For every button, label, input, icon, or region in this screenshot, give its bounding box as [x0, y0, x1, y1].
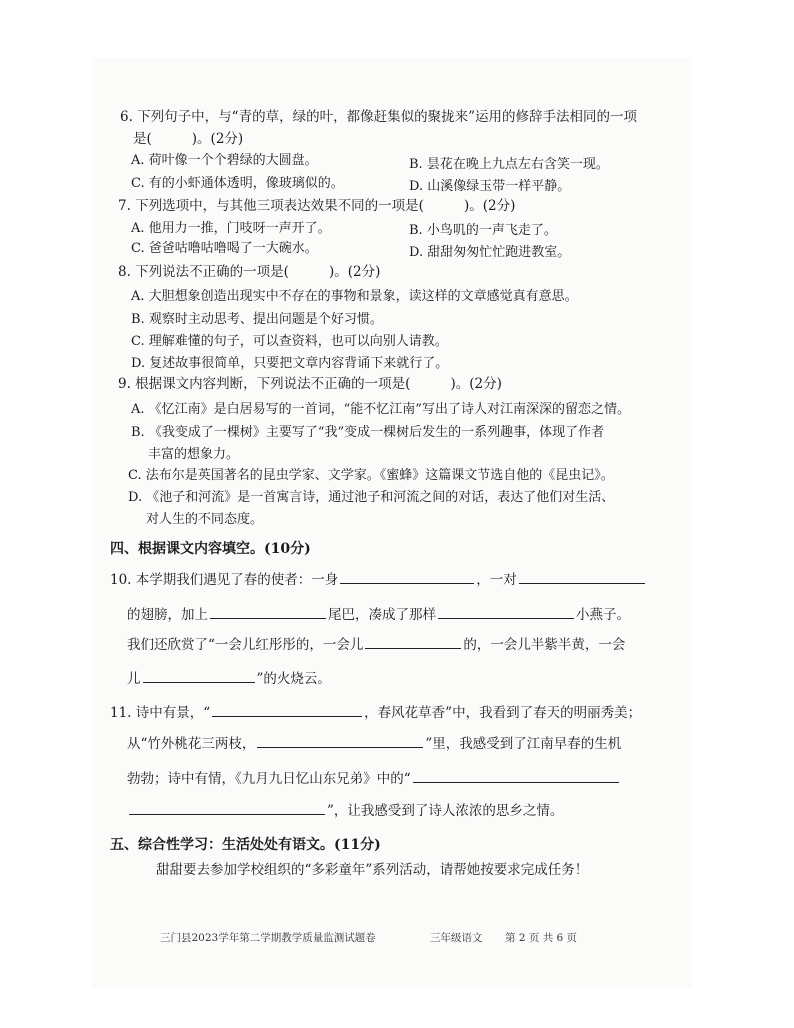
q8-option-b: B. 观察时主动思考、提出问题是个好习惯。: [131, 312, 383, 327]
q7-option-d: D. 甜甜匆匆忙忙跑进教室。: [409, 245, 571, 260]
section-5-intro: 甜甜要去参加学校组织的“多彩童年”系列活动，请帮她按要求完成任务！: [156, 862, 589, 878]
q10-line1: 10. 本学期我们遇见了春的使者：一身 ，一对: [110, 569, 647, 589]
q7-option-c: C. 爸爸咕噜咕噜喝了一大碗水。: [131, 241, 318, 256]
section-5-title: 五、综合性学习：生活处处有语文。(11分): [110, 837, 381, 853]
q6-option-a: A. 荷叶像一个个碧绿的大圆盘。: [131, 153, 318, 168]
q6-stem: 6. 下列句子中，与“青的草，绿的叶，都像赶集似的聚拢来”运用的修辞手法相同的一项: [120, 109, 637, 125]
q6-option-d: D. 山溪像绿玉带一样平静。: [409, 179, 571, 194]
q7-option-b: B. 小鸟叽的一声飞走了。: [409, 223, 557, 238]
q8-option-c: C. 理解难懂的句子，可以查资料，也可以向别人请教。: [131, 334, 448, 349]
q10-line2: 的翅膀，加上 尾巴，凑成了那样 小燕子。: [127, 604, 630, 624]
q11-line2: 从“竹外桃花三两枝， ”里，我感受到了江南早春的生机: [127, 733, 621, 753]
fill-blank[interactable]: [143, 668, 255, 683]
q9-option-d-cont: 对人生的不同态度。: [146, 512, 264, 527]
q11-line3: 勃勃；诗中有情，《九月九日忆山东兄弟》中的“: [127, 768, 621, 788]
fill-blank[interactable]: [413, 768, 619, 783]
q8-option-a: A. 大胆想象创造出现实中不存在的事物和景象，读这样的文章感觉真有意思。: [131, 289, 578, 304]
fill-blank[interactable]: [257, 733, 423, 748]
q9-option-b: B. 《我变成了一棵树》主要写了“我”变成一棵树后发生的一系列趣事，体现了作者: [131, 425, 605, 440]
q9-option-d: D. 《池子和河流》是一首寓言诗，通过池子和河流之间的对话，表达了他们对生活、: [128, 490, 615, 505]
footer-subject: 三年级语文: [430, 932, 483, 944]
q9-stem: 9. 根据课文内容判断，下列说法不正确的一项是( )。(2分): [118, 376, 502, 392]
q11-line4: ”，让我感受到了诗人浓浓的思乡之情。: [127, 800, 563, 820]
q10-line3: 我们还欣赏了“一会儿红彤彤的，一会儿 的，一会儿半紫半黄，一会: [127, 634, 625, 654]
fill-blank[interactable]: [340, 569, 474, 584]
q10-line4: 儿 ”的火烧云。: [127, 668, 331, 688]
q9-option-b-cont: 丰富的想象力。: [148, 447, 240, 462]
section-4-title: 四、根据课文内容填空。(10分): [110, 541, 311, 557]
fill-blank[interactable]: [129, 800, 325, 815]
q9-option-c: C. 法布尔是英国著名的昆虫学家、文学家。《蜜蜂》这篇课文节选自他的《昆虫记》。: [128, 468, 614, 483]
footer-exam-title: 三门县2023学年第二学期教学质量监测试题卷: [160, 932, 376, 944]
fill-blank[interactable]: [212, 702, 362, 717]
fill-blank[interactable]: [438, 604, 574, 619]
q6-option-b: B. 昙花在晚上九点左右含笑一现。: [409, 157, 609, 172]
footer-page-number: 第 2 页 共 6 页: [505, 932, 578, 944]
fill-blank[interactable]: [210, 604, 326, 619]
q11-line1: 11. 诗中有景，“ ，春风花草香”中，我看到了春天的明丽秀美；: [110, 702, 641, 722]
q8-stem: 8. 下列说法不正确的一项是( )。(2分): [118, 264, 381, 280]
q9-option-a: A. 《忆江南》是白居易写的一首词，“能不忆江南”写出了诗人对江南深深的留恋之情。: [131, 402, 630, 417]
q6-option-c: C. 有的小虾通体透明，像玻璃似的。: [131, 176, 344, 191]
q7-stem: 7. 下列选项中，与其他三项表达效果不同的一项是( )。(2分): [118, 198, 516, 214]
q6-stem-answer: 是( )。(2分): [133, 131, 244, 147]
q7-option-a: A. 他用力一推，门吱呀一声开了。: [131, 221, 331, 236]
fill-blank[interactable]: [519, 569, 645, 584]
fill-blank[interactable]: [365, 634, 461, 649]
q8-option-d: D. 复述故事很简单，只要把文章内容背诵下来就行了。: [131, 356, 449, 371]
